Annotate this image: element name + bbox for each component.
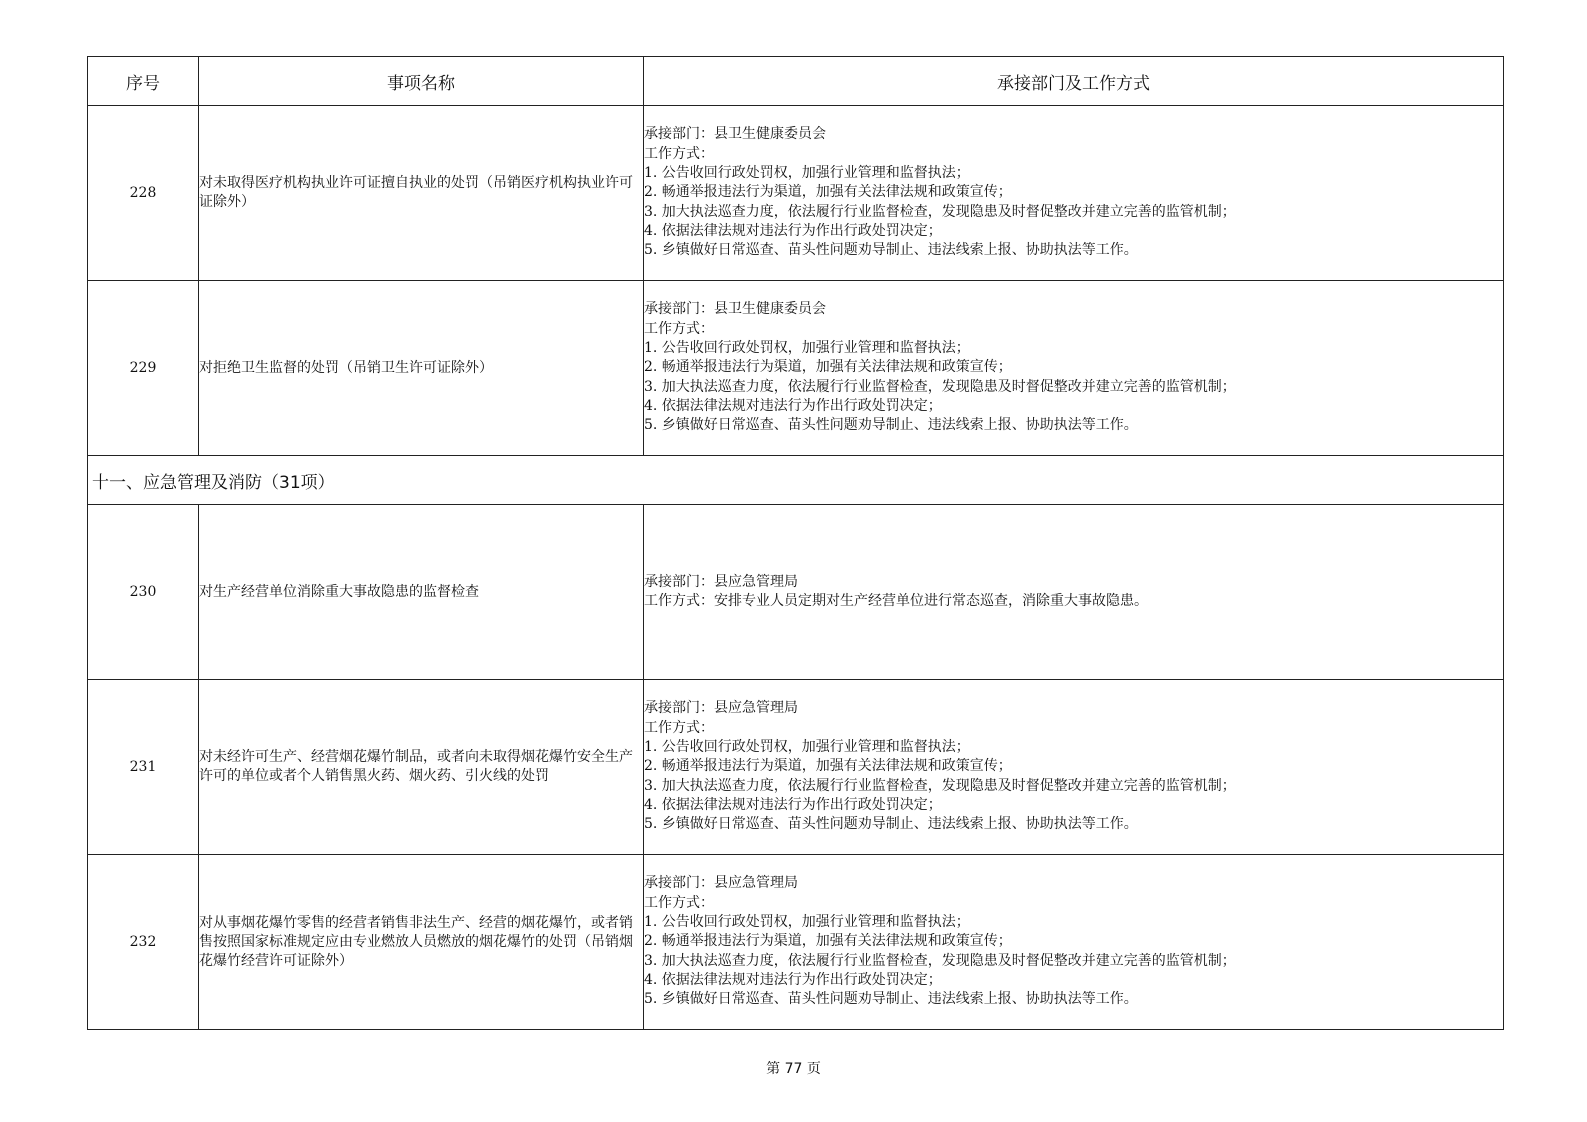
header-name: 事项名称 [199,57,644,106]
row-dept-method [644,281,1504,456]
dept-line: 工作方式： [644,894,714,911]
dept-line: 工作方式： [644,719,714,736]
dept-line: 4. 依据法律法规对违法行为作出行政处罚决定； [644,222,942,239]
table-row [88,505,1504,680]
dept-line: 4. 依据法律法规对违法行为作出行政处罚决定； [644,971,942,988]
row-seq: 229 [88,281,199,456]
row-item-name: 对拒绝卫生监督的处罚（吊销卫生许可证除外） [199,281,644,456]
row-item-name: 对从事烟花爆竹零售的经营者销售非法生产、经营的烟花爆竹，或者销售按照国家标准规定应由专业燃放人员燃放的烟花爆竹的处罚（吊销烟花爆竹经营许可证除外） [199,855,644,1030]
row-dept-method [644,505,1504,680]
row-dept-method [644,855,1504,1030]
row-item-name: 对生产经营单位消除重大事故隐患的监督检查 [199,505,644,680]
dept-line: 工作方式： [644,145,714,162]
row-seq: 230 [88,505,199,680]
table-row [88,855,1504,1030]
row-item-name: 对未经许可生产、经营烟花爆竹制品，或者向未取得烟花爆竹安全生产许可的单位或者个人销售黑火药、烟火药、引火线的处罚 [199,680,644,855]
table-row [88,680,1504,855]
dept-line: 1. 公告收回行政处罚权，加强行业管理和监督执法； [644,165,970,182]
dept-line: 2. 畅通举报违法行为渠道，加强有关法律法规和政策宣传； [644,184,1012,201]
dept-line: 承接部门：县应急管理局 [644,573,798,590]
row-seq: 231 [88,680,199,855]
dept-line: 5. 乡镇做好日常巡查、苗头性问题劝导制止、违法线索上报、协助执法等工作。 [644,242,1138,259]
dept-line: 3. 加大执法巡查力度，依法履行行业监督检查，发现隐患及时督促整改并建立完善的监管机制； [644,203,1236,220]
header-seq: 序号 [88,57,199,106]
dept-line: 承接部门：县卫生健康委员会 [644,301,826,318]
dept-line: 3. 加大执法巡查力度，依法履行行业监督检查，发现隐患及时督促整改并建立完善的监管机制； [644,952,1236,969]
row-dept-method [644,680,1504,855]
dept-line: 1. 公告收回行政处罚权，加强行业管理和监督执法； [644,914,970,931]
dept-line: 5. 乡镇做好日常巡查、苗头性问题劝导制止、违法线索上报、协助执法等工作。 [644,417,1138,434]
dept-line: 2. 畅通举报违法行为渠道，加强有关法律法规和政策宣传； [644,359,1012,376]
section-title: 十一、应急管理及消防（31项） [88,456,1504,505]
rows-group-a [88,106,1504,456]
page-number: 第 77 页 [766,1061,821,1077]
items-table [87,56,1504,1030]
section-group [88,456,1504,505]
dept-line: 4. 依据法律法规对违法行为作出行政处罚决定； [644,397,942,414]
section-row [88,456,1504,505]
dept-line: 工作方式：安排专业人员定期对生产经营单位进行常态巡查，消除重大事故隐患。 [644,593,1148,609]
table-row [88,281,1504,456]
dept-line: 5. 乡镇做好日常巡查、苗头性问题劝导制止、违法线索上报、协助执法等工作。 [644,991,1138,1008]
dept-line: 承接部门：县卫生健康委员会 [644,126,826,143]
dept-line: 2. 畅通举报违法行为渠道，加强有关法律法规和政策宣传； [644,758,1012,775]
dept-line: 2. 畅通举报违法行为渠道，加强有关法律法规和政策宣传； [644,933,1012,950]
dept-line: 3. 加大执法巡查力度，依法履行行业监督检查，发现隐患及时督促整改并建立完善的监管机制； [644,378,1236,395]
dept-line: 1. 公告收回行政处罚权，加强行业管理和监督执法； [644,739,970,756]
row-seq: 228 [88,106,199,281]
dept-line: 工作方式： [644,320,714,337]
table-row [88,106,1504,281]
rows-group-b [88,505,1504,1030]
dept-line: 承接部门：县应急管理局 [644,875,798,892]
dept-line: 3. 加大执法巡查力度，依法履行行业监督检查，发现隐患及时督促整改并建立完善的监管机制； [644,777,1236,794]
row-seq: 232 [88,855,199,1030]
header-dept: 承接部门及工作方式 [644,57,1504,106]
header-row [88,57,1504,106]
row-dept-method [644,106,1504,281]
dept-line: 承接部门：县应急管理局 [644,700,798,717]
dept-line: 5. 乡镇做好日常巡查、苗头性问题劝导制止、违法线索上报、协助执法等工作。 [644,816,1138,833]
dept-line: 1. 公告收回行政处罚权，加强行业管理和监督执法； [644,340,970,357]
row-item-name: 对未取得医疗机构执业许可证擅自执业的处罚（吊销医疗机构执业许可证除外） [199,106,644,281]
dept-line: 4. 依据法律法规对违法行为作出行政处罚决定； [644,796,942,813]
